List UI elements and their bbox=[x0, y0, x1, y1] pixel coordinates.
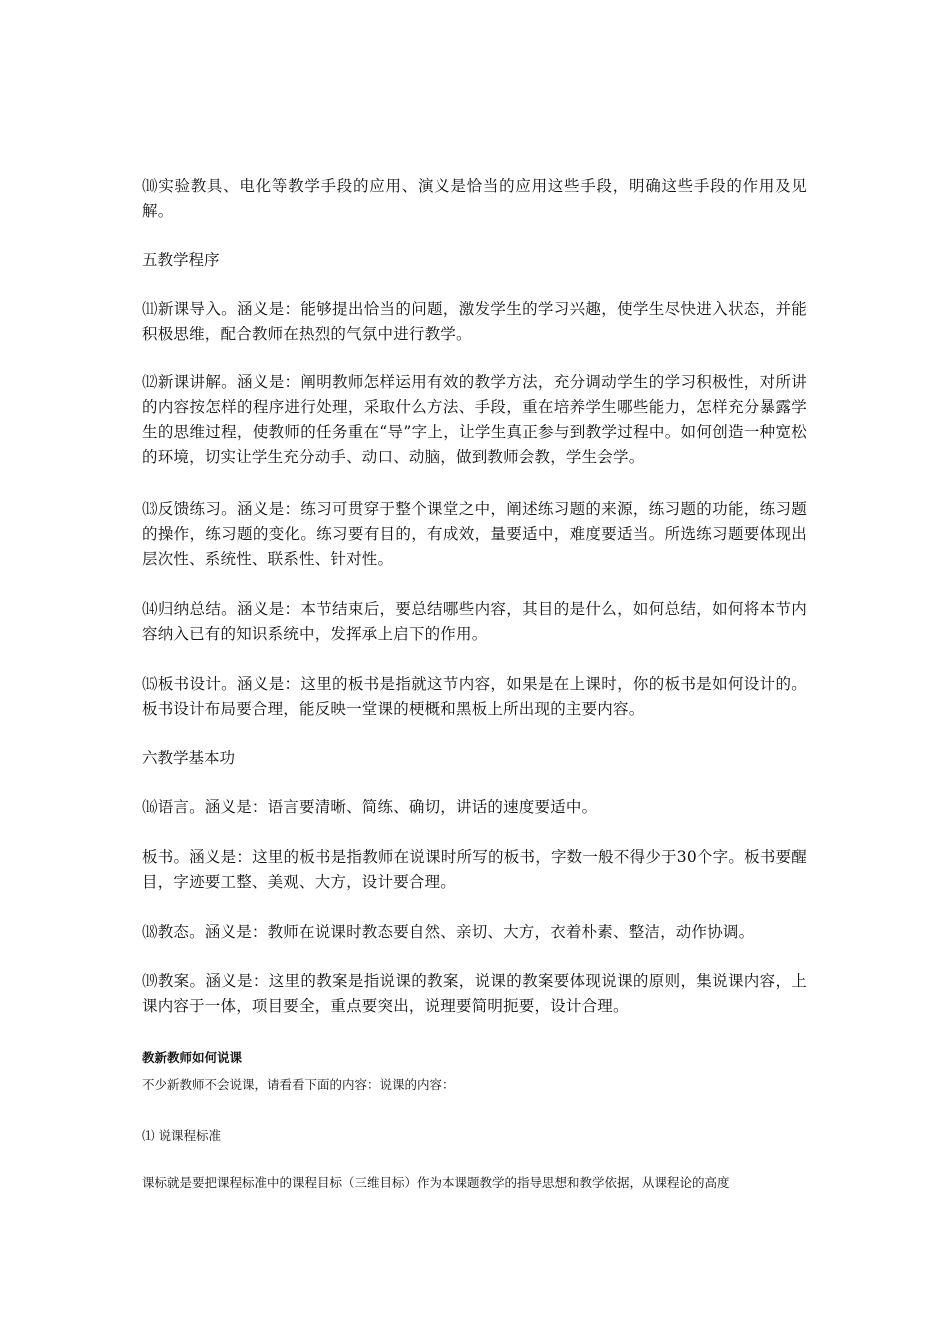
section-heading-6: 六教学基本功 bbox=[142, 749, 236, 767]
paragraph-10: ⑽实验教具、电化等教学手段的应用、演义是恰当的应用这些手段，明确这些手段的作用及见解。 bbox=[142, 177, 807, 220]
paragraph-12: ⑿新课讲解。涵义是：阐明教师怎样运用有效的教学方法，充分调动学生的学习积极性，对所讲的内容按怎样的程序进行处理，采取什么方法、手段，重在培养学生哪些能力，怎样充分暴露学生的思维过程，使教师的任务重在“导”字上，让学生真正参与到教学过程中。如何创造一种宽松的环境，切实让学生充分动手、动口、动脑，做到教师会教，学生会学。 bbox=[142, 373, 807, 466]
paragraph-18: ⒅教态。涵义是：教师在说课时教态要自然、亲切、大方，衣着朴素、整洁，动作协调。 bbox=[142, 923, 755, 941]
section-heading-5: 五教学程序 bbox=[142, 251, 220, 269]
body-text-1: 课标就是要把课程标准中的课程目标（三维目标）作为本课题教学的指导思想和教学依据，从课程论的高度 bbox=[142, 1175, 730, 1190]
section-title: 教新教师如何说课 bbox=[142, 1050, 243, 1065]
section-intro: 不少新教师不会说课，请看看下面的内容：说课的内容： bbox=[142, 1077, 455, 1092]
paragraph-15: ⒂板书设计。涵义是：这里的板书是指就这节内容，如果是在上课时，你的板书是如何设计的。板书设计布局要合理，能反映一堂课的梗概和黑板上所出现的主要内容。 bbox=[142, 675, 807, 718]
paragraph-16: ⒃语言。涵义是：语言要清晰、简练、确切，讲话的速度要适中。 bbox=[142, 798, 598, 816]
paragraph-11: ⑾新课导入。涵义是：能够提出恰当的问题，激发学生的学习兴趣，使学生尽快进入状态，并能积极思维，配合教师在热烈的气氛中进行教学。 bbox=[142, 300, 807, 343]
paragraph-13: ⒀反馈练习。涵义是：练习可贯穿于整个课堂之中，阐述练习题的来源，练习题的功能，练习题的操作，练习题的变化。练习要有目的，有成效，量要适中，难度要适当。所选练习题要体现出层次性、系统性、联系性、针对性。 bbox=[142, 500, 807, 568]
paragraph-17: 板书。涵义是：这里的板书是指教师在说课时所写的板书，字数一般不得少于30个字。板书要醒目，字迹要工整、美观、大方，设计要合理。 bbox=[142, 848, 807, 891]
paragraph-14: ⒁归纳总结。涵义是：本节结束后，要总结哪些内容，其目的是什么，如何总结，如何将本节内容纳入已有的知识系统中，发挥承上启下的作用。 bbox=[142, 600, 807, 643]
paragraph-19: ⒆教案。涵义是：这里的教案是指说课的教案，说课的教案要体现说课的原则，集说课内容，上课内容于一体，项目要全，重点要突出，说理要简明扼要，设计合理。 bbox=[142, 972, 807, 1015]
list-item-1: ⑴ 说课程标准 bbox=[142, 1128, 221, 1143]
